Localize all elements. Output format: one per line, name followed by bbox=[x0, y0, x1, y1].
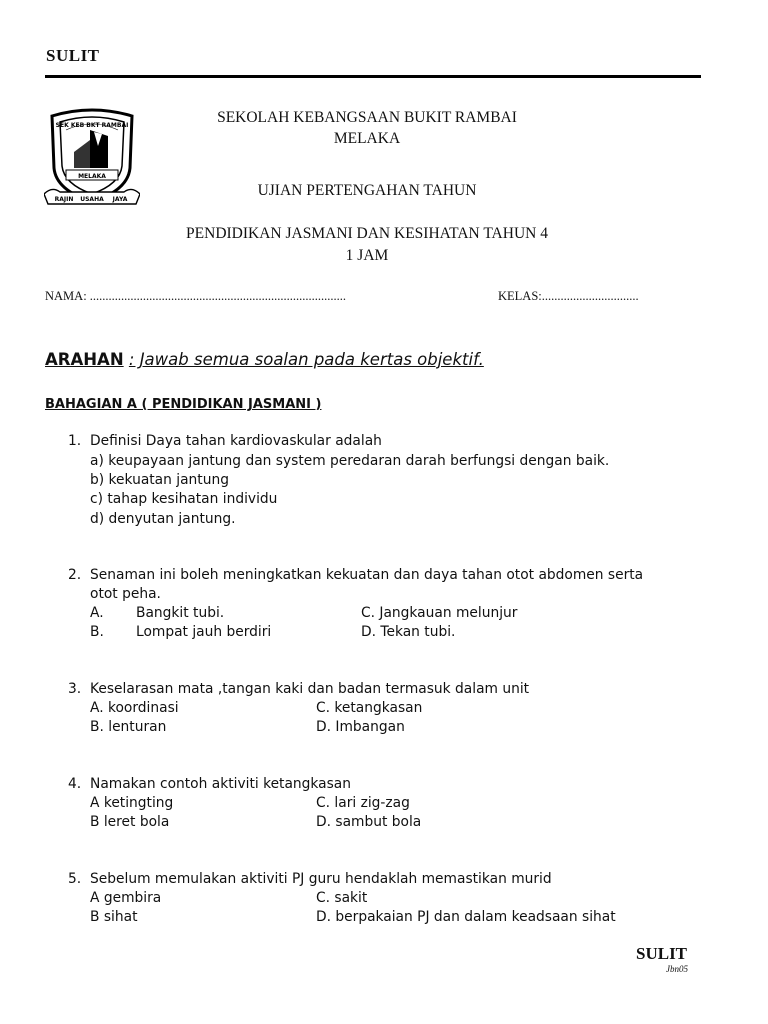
instructions bbox=[45, 350, 484, 369]
option-a: a) keupayaan jantung dan system peredaran darah berfungsi dengan baik. bbox=[90, 453, 610, 469]
option-c: C. lari zig-zag bbox=[316, 795, 410, 811]
confidential-mark-top: SULIT bbox=[46, 46, 100, 65]
crest-motto-1: RAJIN bbox=[54, 196, 74, 203]
option-c: C. ketangkasan bbox=[316, 700, 423, 716]
question-number: 5. bbox=[68, 871, 82, 887]
option-c: C. Jangkauan melunjur bbox=[361, 605, 518, 621]
option-d: D. berpakaian PJ dan dalam keadsaan sihat bbox=[316, 909, 616, 925]
question-stem-continued: otot peha. bbox=[90, 586, 161, 602]
option-a: A. koordinasi bbox=[90, 700, 179, 716]
question-number: 3. bbox=[68, 681, 82, 697]
name-field: NAMA: .................................................................................. bbox=[45, 289, 347, 303]
option-c: c) tahap kesihatan individu bbox=[90, 491, 278, 507]
class-field: KELAS:............................... bbox=[498, 289, 639, 303]
option-b: B leret bola bbox=[90, 814, 170, 830]
school-state: MELAKA bbox=[333, 130, 401, 147]
option-b: B. lenturan bbox=[90, 719, 167, 735]
subject-title: PENDIDIKAN JASMANI DAN KESIHATAN TAHUN 4 bbox=[186, 225, 548, 242]
option-b-letter: B. bbox=[90, 624, 104, 640]
option-d: d) denyutan jantung. bbox=[90, 511, 236, 527]
crest-ring-text: SEK KEB BKT RAMBAI bbox=[55, 122, 129, 129]
exam-title: UJIAN PERTENGAHAN TAHUN bbox=[257, 182, 477, 199]
instructions-text: : Jawab semua soalan pada kertas objektif. bbox=[128, 350, 484, 369]
option-d: D. Tekan tubi. bbox=[361, 624, 456, 640]
option-a: Bangkit tubi. bbox=[136, 605, 225, 621]
crest-motto-3: JAYA bbox=[112, 196, 128, 203]
question-stem: Definisi Daya tahan kardiovaskular adalah bbox=[90, 433, 382, 449]
question-number: 1. bbox=[68, 433, 82, 449]
confidential-mark-bottom: SULIT bbox=[636, 944, 688, 963]
instructions-label: ARAHAN bbox=[45, 350, 124, 369]
question-stem: Senaman ini boleh meningkatkan kekuatan dan daya tahan otot abdomen serta bbox=[90, 567, 644, 583]
option-d: D. Imbangan bbox=[316, 719, 405, 735]
crest-state-text: MELAKA bbox=[78, 173, 106, 180]
option-d: D. sambut bola bbox=[316, 814, 422, 830]
option-a: A gembira bbox=[90, 890, 162, 906]
option-c: C. sakit bbox=[316, 890, 368, 906]
school-name: SEKOLAH KEBANGSAAN BUKIT RAMBAI bbox=[217, 109, 517, 126]
option-b: b) kekuatan jantung bbox=[90, 472, 229, 488]
section-title: BAHAGIAN A ( PENDIDIKAN JASMANI ) bbox=[45, 397, 322, 412]
option-b: B sihat bbox=[90, 909, 138, 925]
document-code: Jbn05 bbox=[666, 964, 688, 974]
question-stem: Keselarasan mata ,tangan kaki dan badan termasuk dalam unit bbox=[90, 681, 530, 697]
question-stem: Sebelum memulakan aktiviti PJ guru hendaklah memastikan murid bbox=[90, 871, 552, 887]
question-number: 4. bbox=[68, 776, 82, 792]
option-a-letter: A. bbox=[90, 605, 104, 621]
option-b: Lompat jauh berdiri bbox=[136, 624, 272, 640]
header-rule bbox=[45, 75, 701, 78]
option-a: A ketingting bbox=[90, 795, 174, 811]
crest-motto-2: USAHA bbox=[80, 196, 104, 203]
question-number: 2. bbox=[68, 567, 82, 583]
exam-duration: 1 JAM bbox=[345, 247, 389, 264]
question-stem: Namakan contoh aktiviti ketangkasan bbox=[90, 776, 352, 792]
